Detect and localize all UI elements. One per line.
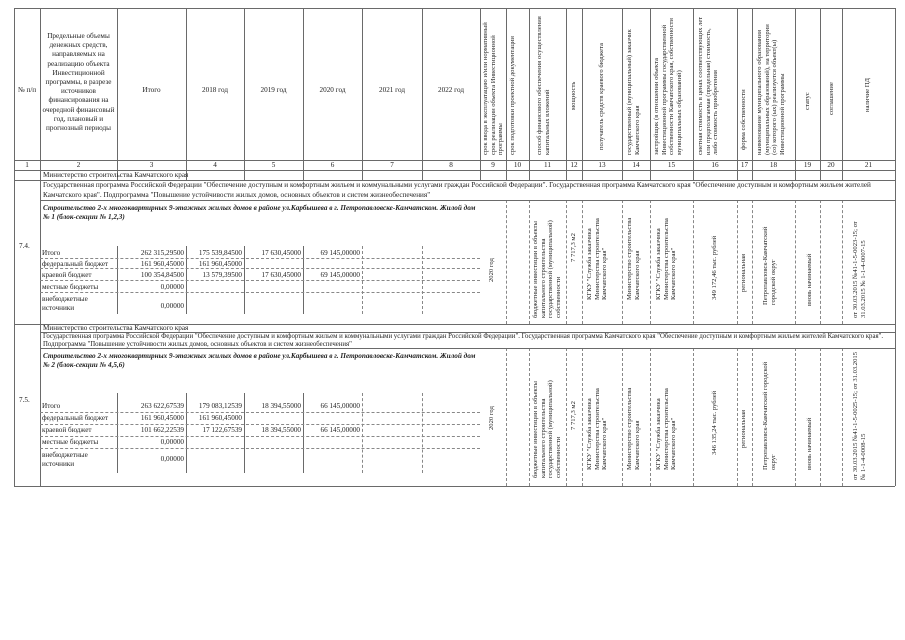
header-col-19: статус <box>804 92 811 110</box>
header-col-number: № п/п <box>17 86 37 94</box>
grid-line <box>529 8 530 180</box>
grid-line <box>529 200 531 324</box>
grid-line <box>622 200 624 324</box>
amount-2018: 13 579,39500 <box>202 271 242 279</box>
header-col-limits: Предельные объемы денежных средств, направляемых на реализацию объекта Инвестиционной программы, в разрезе источников финансирования на очередной финансовый год, плановый и прогнозный периоды <box>42 32 115 133</box>
header-year-2021: 2021 год <box>379 86 405 94</box>
column-number: 8 <box>449 161 453 169</box>
column-number: 19 <box>803 161 812 169</box>
header-year-2020: 2020 год <box>319 86 346 94</box>
amount-total: 161 960,45000 <box>140 414 184 422</box>
ministry-title: Министерство строительства Камчатского края <box>43 324 189 332</box>
grid-line <box>820 8 821 180</box>
grid-line <box>820 200 822 324</box>
grid-line <box>622 8 623 180</box>
grid-line <box>842 200 844 324</box>
ownership-form: региональная <box>740 409 747 448</box>
amount-2019: 17 630,45000 <box>261 271 301 279</box>
grid-line <box>566 200 568 324</box>
column-number: 4 <box>213 161 217 169</box>
column-number: 13 <box>598 161 606 169</box>
grid-line <box>14 8 15 486</box>
source-label: внебюджетные источники <box>42 451 88 468</box>
amount-total: 0,00000 <box>160 438 184 446</box>
grid-line <box>622 348 624 486</box>
amount-2018: 161 960,45000 <box>198 260 242 268</box>
grid-line <box>795 8 796 180</box>
project-status: вновь начинаемый <box>806 253 813 306</box>
municipality: Петропавловск-Камчатский городской округ <box>762 226 777 305</box>
source-label: Итого <box>42 249 61 257</box>
amount-2018: 175 539,84500 <box>198 249 242 257</box>
header-col-9: срок ввода в эксплуатацию и/или нормативный срок реализации объекта Инвестиционной программы <box>482 22 505 155</box>
header-col-13: получатель средств краевого бюджета <box>598 43 605 150</box>
program-title: Государственная программа Российской Федерации "Обеспечение доступным и комфортным жильем и коммунальными услугами граждан Российской Федерации". Государственная программа Камчатского края "Обеспечение доступным и комфортным жильем жителей Камчатского края". Подпрограмма "Повышение устойчивости жилых домов, основных объектов и систем жизнеобеспечения" <box>43 181 871 199</box>
header-col-18: наименование муниципального образования (муниципальных образований), на территории (со) которого (ых) реализуется объект(ы) Инвестиционной программы <box>756 24 786 155</box>
grid-line <box>895 8 896 486</box>
grid-line <box>842 348 844 486</box>
column-number: 5 <box>271 161 276 169</box>
grid-line <box>422 393 424 473</box>
amount-2018: 179 083,12539 <box>198 402 242 410</box>
column-number: 16 <box>711 161 719 169</box>
grid-line <box>362 393 364 473</box>
source-label: Итого <box>42 402 61 410</box>
grid-line <box>650 348 652 486</box>
amount-2020: 66 145,00000 <box>320 402 360 410</box>
amount-total: 263 622,67539 <box>140 402 184 410</box>
financing-method: бюджетные инвестиции в объекты капитального строительства государственной (муниципальной) собственности <box>532 380 562 478</box>
developer: КГКУ "Служба заказчика Министерства строительства Камчатского края" <box>655 388 678 470</box>
amount-total: 0,00000 <box>160 283 184 291</box>
column-number: 9 <box>491 161 495 169</box>
grid-line <box>582 8 583 180</box>
grid-line <box>40 200 895 201</box>
amount-2020: 69 145,00000 <box>320 271 360 279</box>
column-number: 21 <box>864 161 873 169</box>
column-number: 10 <box>513 161 522 169</box>
deadline: 2020 год <box>488 406 495 430</box>
header-col-15: застройщик (в отношении объекта Инвестиционной программы государственной собственности Камчатского края, собственности муниципальных образований) <box>653 18 683 155</box>
financing-method: бюджетные инвестиции в объекты капитального строительства государственной (муниципальной) собственности <box>532 220 562 318</box>
grid-line <box>566 8 567 180</box>
amount-total: 0,00000 <box>160 302 184 310</box>
column-number: 18 <box>769 161 778 169</box>
amount-2020: 66 145,00000 <box>320 426 360 434</box>
column-number: 15 <box>667 161 676 169</box>
capacity: 7 717,3 м2 <box>570 401 577 430</box>
source-label: внебюджетные источники <box>42 295 88 312</box>
municipality: Петропавловск-Камчатский городской округ <box>762 361 777 470</box>
budget-recipient: КГКУ "Служба заказчика Министерства строительства Камчатского края" <box>586 218 609 300</box>
column-number: 20 <box>827 161 835 169</box>
grid-line <box>529 348 531 486</box>
row-number: 7.4. <box>19 242 30 250</box>
amount-2019: 18 394,55000 <box>261 426 301 434</box>
grid-line <box>506 348 508 486</box>
amount-total: 100 354,84500 <box>140 271 184 279</box>
grid-line <box>40 436 480 438</box>
header-year-2022: 2022 год <box>438 86 464 94</box>
column-number: 7 <box>390 161 394 169</box>
source-label: краевой бюджет <box>42 426 92 434</box>
amount-2018: 161 960,45000 <box>198 414 242 422</box>
column-number: 12 <box>570 161 578 169</box>
grid-line <box>737 200 739 324</box>
amount-2020: 69 145,00000 <box>320 249 360 257</box>
ownership-form: региональная <box>740 253 747 292</box>
object-title: Строительство 2-х многоквартирных 9-этажных жилых домов в районе ул.Карбышева в г. Петропавловске-Камчатском. Жилой дом № 2 (блок-секции № 4,5,6) <box>43 352 476 370</box>
grid-line <box>14 8 895 9</box>
column-number: 2 <box>76 161 81 169</box>
header-col-17: форма собственности <box>740 89 747 150</box>
column-number: 11 <box>544 161 551 169</box>
header-col-20: соглашение <box>828 82 835 115</box>
estimated-cost: 349 172,46 тыс. рублей <box>711 235 718 300</box>
grid-line <box>842 8 843 180</box>
header-col-10: срок подготовки проектной документации <box>509 36 516 155</box>
grid-line <box>650 200 652 324</box>
grid-line <box>737 8 738 180</box>
state-customer: Министерство строительства Камчатского края <box>626 387 641 470</box>
ministry-title: Министерство строительства Камчатского края <box>43 171 189 179</box>
header-year-2019: 2019 год <box>260 86 287 94</box>
grid-line <box>506 8 507 180</box>
amount-total: 262 315,29500 <box>140 249 184 257</box>
header-col-total: Итого <box>142 86 161 94</box>
grid-line <box>506 200 508 324</box>
column-number: 6 <box>330 161 335 169</box>
amount-2019: 17 630,45000 <box>261 249 301 257</box>
grid-line <box>566 348 568 486</box>
grid-line <box>480 8 481 180</box>
design-documentation: от 30.03.2015 №41-1-5-0025-15; от 31.03.2015 № 1-1-4-0008-15 <box>852 352 867 480</box>
row-number: 7.5. <box>19 396 30 404</box>
column-number: 17 <box>740 161 749 169</box>
amount-total: 161 960,45000 <box>140 260 184 268</box>
grid-line <box>693 8 694 180</box>
amount-total: 101 662,22539 <box>140 426 184 434</box>
source-label: местные бюджеты <box>42 438 99 446</box>
grid-line <box>582 200 584 324</box>
source-label: федеральный бюджет <box>42 260 109 268</box>
object-title: Строительство 2-х многоквартирных 9-этажных жилых домов в районе ул.Карбышева в г. Петропавловске-Камчатском. Жилой дом № 1 (блок-секции № 1,2,3) <box>43 204 476 222</box>
grid-line <box>14 486 895 487</box>
header-col-21: наличие ПД <box>864 77 871 112</box>
amount-total: 0,00000 <box>160 455 184 463</box>
amount-2018: 17 122,67539 <box>202 426 242 434</box>
program-title: Государственная программа Российской Федерации "Обеспечение доступным и комфортным жильем и коммунальными услугами граждан Российской Федерации". Государственная программа Камчатского края "Обеспечение доступным и комфортным жильем жителей Камчатского края". Подпрограмма "Повышение устойчивости жилых домов, основных объектов и систем жизнеобеспечения" <box>43 333 884 348</box>
source-label: местные бюджеты <box>42 283 99 291</box>
header-year-2018: 2018 год <box>202 86 228 94</box>
capacity: 7 717,3 м2 <box>570 233 577 262</box>
grid-line <box>795 200 797 324</box>
header-col-11: способ финансового обеспечения осуществления капитальных вложений <box>536 16 551 155</box>
grid-line <box>795 348 797 486</box>
grid-line <box>650 8 651 180</box>
header-col-12: мощность <box>570 81 577 110</box>
budget-recipient: КГКУ "Служба заказчика Министерства строительства Камчатского края" <box>586 388 609 470</box>
amount-2019: 18 394,55000 <box>261 402 301 410</box>
source-label: краевой бюджет <box>42 271 92 279</box>
grid-line <box>737 348 739 486</box>
grid-line <box>752 348 754 486</box>
grid-line <box>752 8 753 180</box>
column-number: 3 <box>149 161 154 169</box>
column-number: 14 <box>632 161 640 169</box>
project-status: вновь начинаемый <box>806 417 813 470</box>
grid-line <box>693 200 695 324</box>
developer: КГКУ "Служба заказчика Министерства строительства Камчатского края" <box>655 218 678 300</box>
grid-line <box>40 292 480 294</box>
grid-line <box>752 200 754 324</box>
estimated-cost: 346 135,24 тыс. рублей <box>711 390 718 455</box>
grid-line <box>582 348 584 486</box>
deadline: 2020 год <box>488 258 495 282</box>
grid-line <box>820 348 822 486</box>
header-col-14: государственный (муниципальный) заказчик Камчатского края <box>626 29 641 155</box>
grid-line <box>40 448 480 450</box>
grid-line <box>40 280 480 282</box>
grid-line <box>693 348 695 486</box>
column-number: 1 <box>25 161 29 169</box>
header-col-16: сметная стоимость в ценах соответствующих лет или предполагаемая (предельная) стоимость, либо стоимость приобретения <box>697 16 720 155</box>
source-label: федеральный бюджет <box>42 414 109 422</box>
state-customer: Министерство строительства Камчатского края <box>626 217 641 300</box>
design-documentation: от 30.03.2015 №41-1-5-0023-15; от 31.03.2015 № 1-1-4-0007-15 <box>852 221 867 318</box>
